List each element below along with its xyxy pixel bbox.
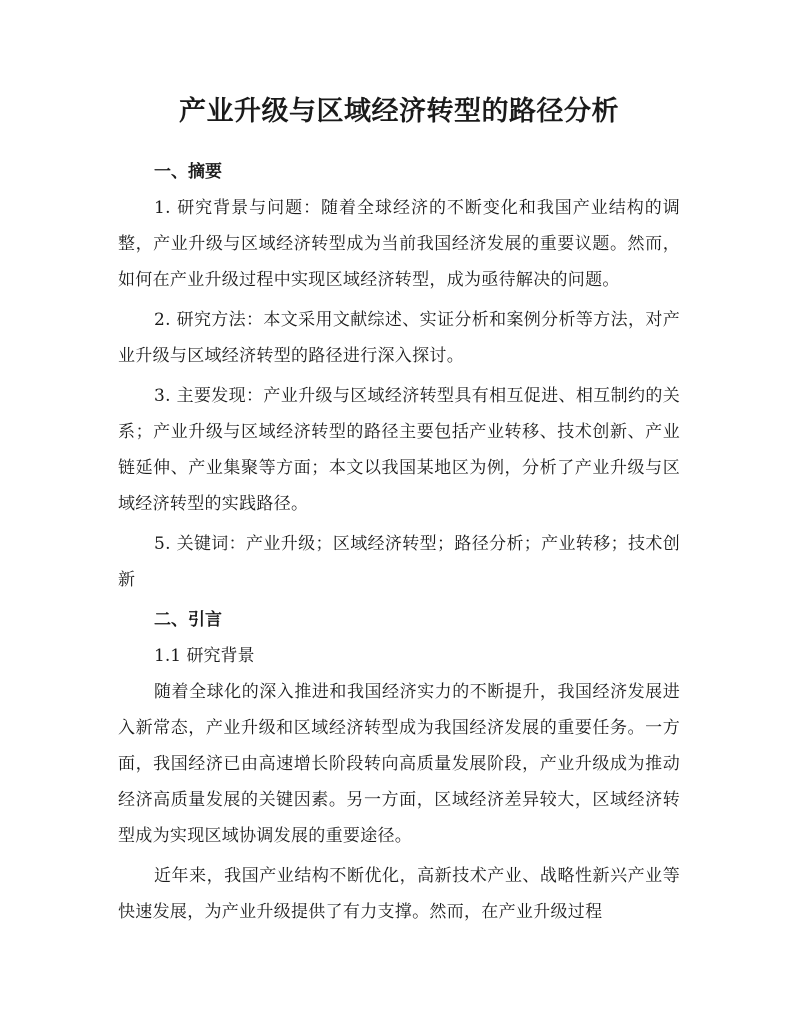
- intro-paragraph-2: 近年来，我国产业结构不断优化，高新技术产业、战略性新兴产业等快速发展，为产业升级提供了有力支撑。然而，在产业升级过程: [118, 866, 680, 922]
- abstract-paragraph-method: 2. 研究方法：本文采用文献综述、实证分析和案例分析等方法，对产业升级与区域经济转型的路径进行深入探讨。: [118, 310, 680, 366]
- abstract-paragraph-keywords: 5. 关键词：产业升级；区域经济转型；路径分析；产业转移；技术创新: [118, 534, 680, 590]
- abstract-paragraph-background: 1. 研究背景与问题：随着全球经济的不断变化和我国产业结构的调整，产业升级与区域经济转型成为当前我国经济发展的重要议题。然而，如何在产业升级过程中实现区域经济转型，成为亟待解决的问题。: [118, 198, 680, 290]
- section-heading-abstract: 一、摘要: [154, 162, 222, 182]
- document-page: [118, 92, 680, 930]
- abstract-paragraph-findings: 3. 主要发现：产业升级与区域经济转型具有相互促进、相互制约的关系；产业升级与区域经济转型的路径主要包括产业转移、技术创新、产业链延伸、产业集聚等方面；本文以我国某地区为例，分析了产业升级与区域经济转型的实践路径。: [118, 386, 680, 514]
- intro-paragraph-1: 随着全球化的深入推进和我国经济实力的不断提升，我国经济发展进入新常态，产业升级和区域经济转型成为我国经济发展的重要任务。一方面，我国经济已由高速增长阶段转向高质量发展阶段，产业升级成为推动经济高质量发展的关键因素。另一方面，区域经济差异较大，区域经济转型成为实现区域协调发展的重要途径。: [118, 682, 680, 846]
- document-title: 产业升级与区域经济转型的路径分析: [179, 96, 619, 127]
- subsection-heading-research-background: 1.1 研究背景: [154, 646, 255, 666]
- section-heading-introduction: 二、引言: [154, 610, 222, 630]
